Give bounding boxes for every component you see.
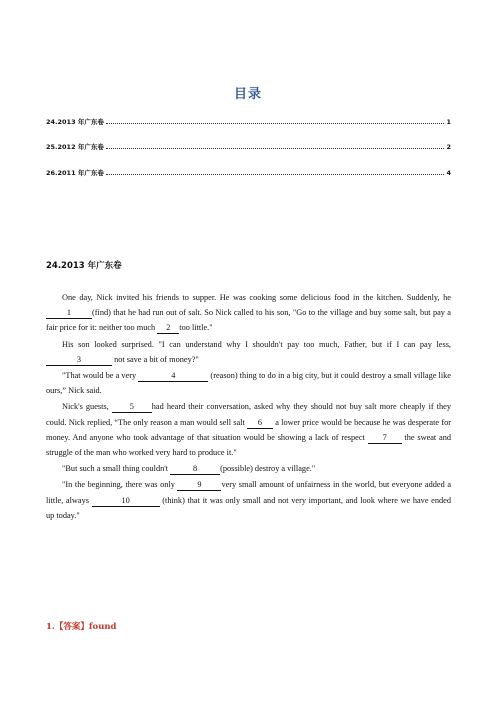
passage-paragraph xyxy=(46,337,451,367)
passage-text: (find) that he had run out of salt. So Nick called to his son, "Go to the village and buy some salt, but pay a fair price for it: neither too much xyxy=(46,308,451,333)
toc-entry[interactable] xyxy=(46,165,451,177)
toc-leader-dots xyxy=(106,147,445,149)
passage-text: a lower price would be because he was desperate for money. And anyone who took advantage of that situation would be showing a lack of respect xyxy=(46,417,451,442)
passage-text: too little." xyxy=(179,323,213,333)
passage-paragraph xyxy=(46,399,451,460)
toc-leader-dots xyxy=(106,173,445,175)
blank-5: 5 xyxy=(112,402,152,413)
passage-paragraph xyxy=(46,461,451,476)
passage-text: "In the beginning, there was only xyxy=(62,480,178,490)
passage-text: (think) that it was only small and not very important, and look where we have ended up today." xyxy=(46,495,451,520)
passage-text: very small amount of unfairness in the world, but everyone added a little, always xyxy=(46,480,451,505)
passage-paragraph xyxy=(46,368,451,398)
answer-line: 1.【答案】found xyxy=(46,622,117,632)
passage-text: "That would be a very xyxy=(62,371,139,381)
passage-text: the sweat and struggle of the man who worked very hard to produce it." xyxy=(46,432,451,458)
blank-4: 4 xyxy=(138,371,208,382)
passage-text: Nick's guests, xyxy=(62,402,112,412)
toc-entry-page: 2 xyxy=(446,143,451,151)
blank-8: 8 xyxy=(170,464,220,475)
toc-entry-label: 26.2011 年广东卷 xyxy=(46,169,104,177)
passage-paragraph xyxy=(46,290,451,336)
toc-entry-page: 1 xyxy=(446,118,451,126)
cloze-passage xyxy=(46,290,451,524)
blank-2: 2 xyxy=(157,323,179,334)
passage-text: "But such a small thing couldn't xyxy=(62,464,171,474)
blank-6: 6 xyxy=(247,418,273,429)
toc-entry[interactable] xyxy=(46,139,451,151)
blank-7: 7 xyxy=(368,433,402,444)
passage-text: One day, Nick invited his friends to supper. He was cooking some delicious food in the kitchen. Suddenly, he xyxy=(62,293,451,302)
passage-text: His son looked surprised. "I can understand why I shouldn't pay too much, Father, but if I can pay less, xyxy=(62,339,451,349)
blank-3: 3 xyxy=(46,355,112,366)
passage-text: had heard their conversation, asked why they should not buy salt more cheaply if they could. Nick replied, “The only reason a man would sell salt xyxy=(46,402,451,427)
blank-10: 10 xyxy=(92,496,160,507)
passage-text: not save a bit of money?" xyxy=(112,354,199,364)
toc-entry-label: 24.2013 年广东卷 xyxy=(46,118,104,126)
toc-entry-label: 25.2012 年广东卷 xyxy=(46,143,104,151)
section-heading: 24.2013 年广东卷 xyxy=(46,261,122,271)
passage-text: (possible) destroy a village." xyxy=(220,464,316,474)
toc-title: 目录 xyxy=(233,87,262,102)
blank-9: 9 xyxy=(177,480,221,491)
toc-entry[interactable] xyxy=(46,114,451,126)
blank-1: 1 xyxy=(46,308,92,319)
toc-leader-dots xyxy=(106,122,445,124)
passage-paragraph xyxy=(46,477,451,523)
toc-entry-page: 4 xyxy=(446,169,451,177)
passage-text: (reason) thing to do in a big city, but it could destroy a small village like ours,” Nick said. xyxy=(46,371,451,396)
